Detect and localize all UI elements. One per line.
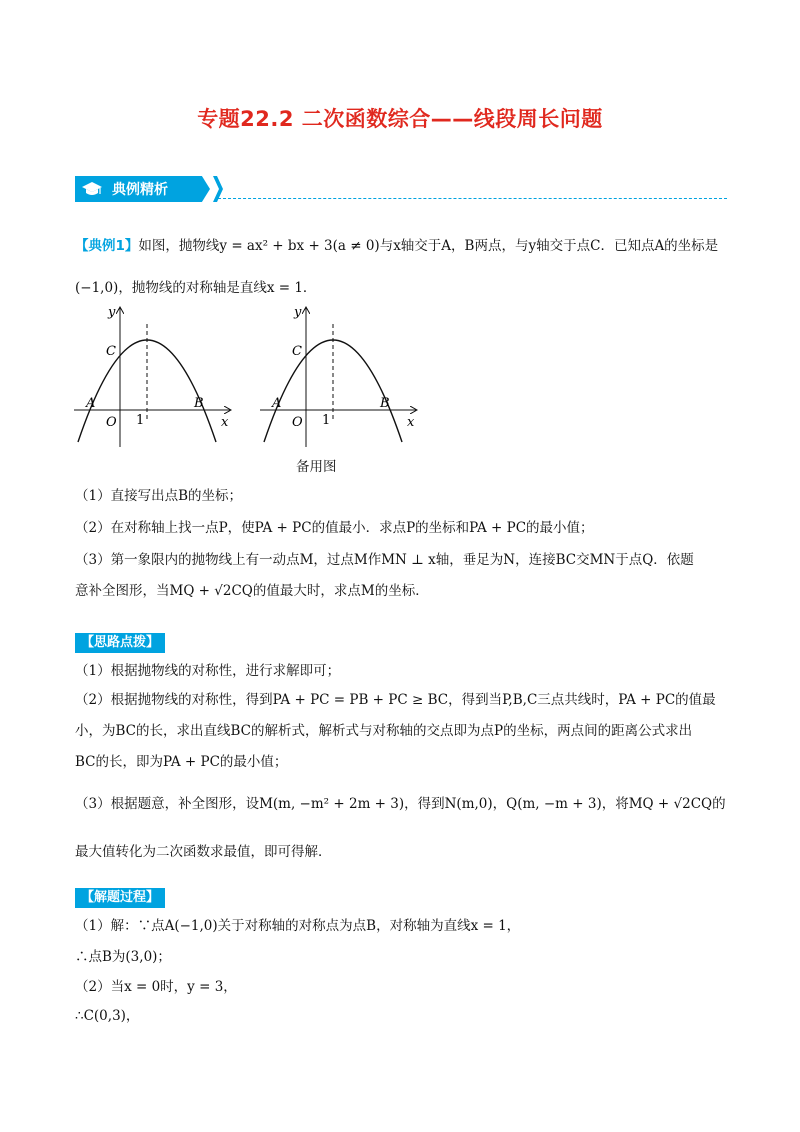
label-O: O <box>106 415 117 430</box>
parabola-figure-main <box>72 302 242 456</box>
parabola-figure-spare <box>258 302 428 456</box>
banner-dashed-line <box>218 198 727 199</box>
label-C: C <box>292 344 302 359</box>
graduation-cap-icon <box>82 180 102 198</box>
solution-line4: ∴C(0,3)， <box>75 1008 140 1024</box>
solution-line2: ∴点B为(3,0)； <box>75 949 171 965</box>
hint-header: 【思路点拨】 <box>75 633 165 653</box>
banner-label: 典例精析 <box>112 182 168 198</box>
hint-line4: BC的长，即为PA + PC的最小值； <box>75 754 288 770</box>
label-B: B <box>194 396 204 411</box>
question-3-line2: 意补全图形，当MQ + √2CQ的值最大时，求点M的坐标． <box>75 583 429 599</box>
question-3-line1: （3）第一象限内的抛物线上有一动点M，过点M作MN ⊥ x轴，垂足为N，连接BC交MN于点Q．依题 <box>75 552 694 568</box>
solution-line3: （2）当x = 0时，y = 3， <box>75 979 237 995</box>
label-y: y <box>108 305 116 320</box>
question-2: （2）在对称轴上找一点P，使PA + PC的值最小．求点P的坐标和PA + PC的最小值； <box>75 520 594 536</box>
label-O: O <box>292 415 303 430</box>
label-x: x <box>407 415 415 430</box>
hint-line6: 最大值转化为二次函数求最值，即可得解． <box>75 844 332 860</box>
section-banner <box>75 174 727 208</box>
label-B: B <box>380 396 390 411</box>
label-A: A <box>272 396 282 411</box>
label-C: C <box>106 344 116 359</box>
solution-line1: （1）解：∵点A(−1,0)关于对称轴的对称点为点B，对称轴为直线x = 1， <box>75 918 521 934</box>
question-1: （1）直接写出点B的坐标； <box>75 488 243 504</box>
hint-line2: （2）根据抛物线的对称性，得到PA + PC = PB + PC ≥ BC，得到当P,B,C三点共线时，PA + PC的值最 <box>75 692 716 708</box>
problem-stem-text: 如图，抛物线y = ax² + bx + 3(a ≠ 0)与x轴交于A，B两点，与y轴交于点C．已知点A的坐标是 <box>138 238 719 254</box>
label-one: 1 <box>322 413 331 428</box>
label-one: 1 <box>136 413 145 428</box>
figure-caption: 备用图 <box>296 459 337 475</box>
page-title: 专题22.2 二次函数综合——线段周长问题 <box>197 107 603 131</box>
hint-line5: （3）根据题意，补全图形，设M(m, −m² + 2m + 3)，得到N(m,0)，Q(m, −m + 3)，将MQ + √2CQ的 <box>75 796 726 812</box>
label-A: A <box>86 396 96 411</box>
label-x: x <box>221 415 229 430</box>
problem-tag: 【典例1】 <box>75 238 139 254</box>
problem-stem-line2: (−1,0)，抛物线的对称轴是直线x = 1． <box>75 280 317 296</box>
hint-line1: （1）根据抛物线的对称性，进行求解即可； <box>75 663 341 679</box>
problem-stem-line1 <box>75 236 718 256</box>
solution-header: 【解题过程】 <box>75 888 165 908</box>
label-y: y <box>294 305 302 320</box>
hint-line3: 小，为BC的长，求出直线BC的解析式，解析式与对称轴的交点即为点P的坐标，两点间的距离公式求出 <box>75 723 693 739</box>
